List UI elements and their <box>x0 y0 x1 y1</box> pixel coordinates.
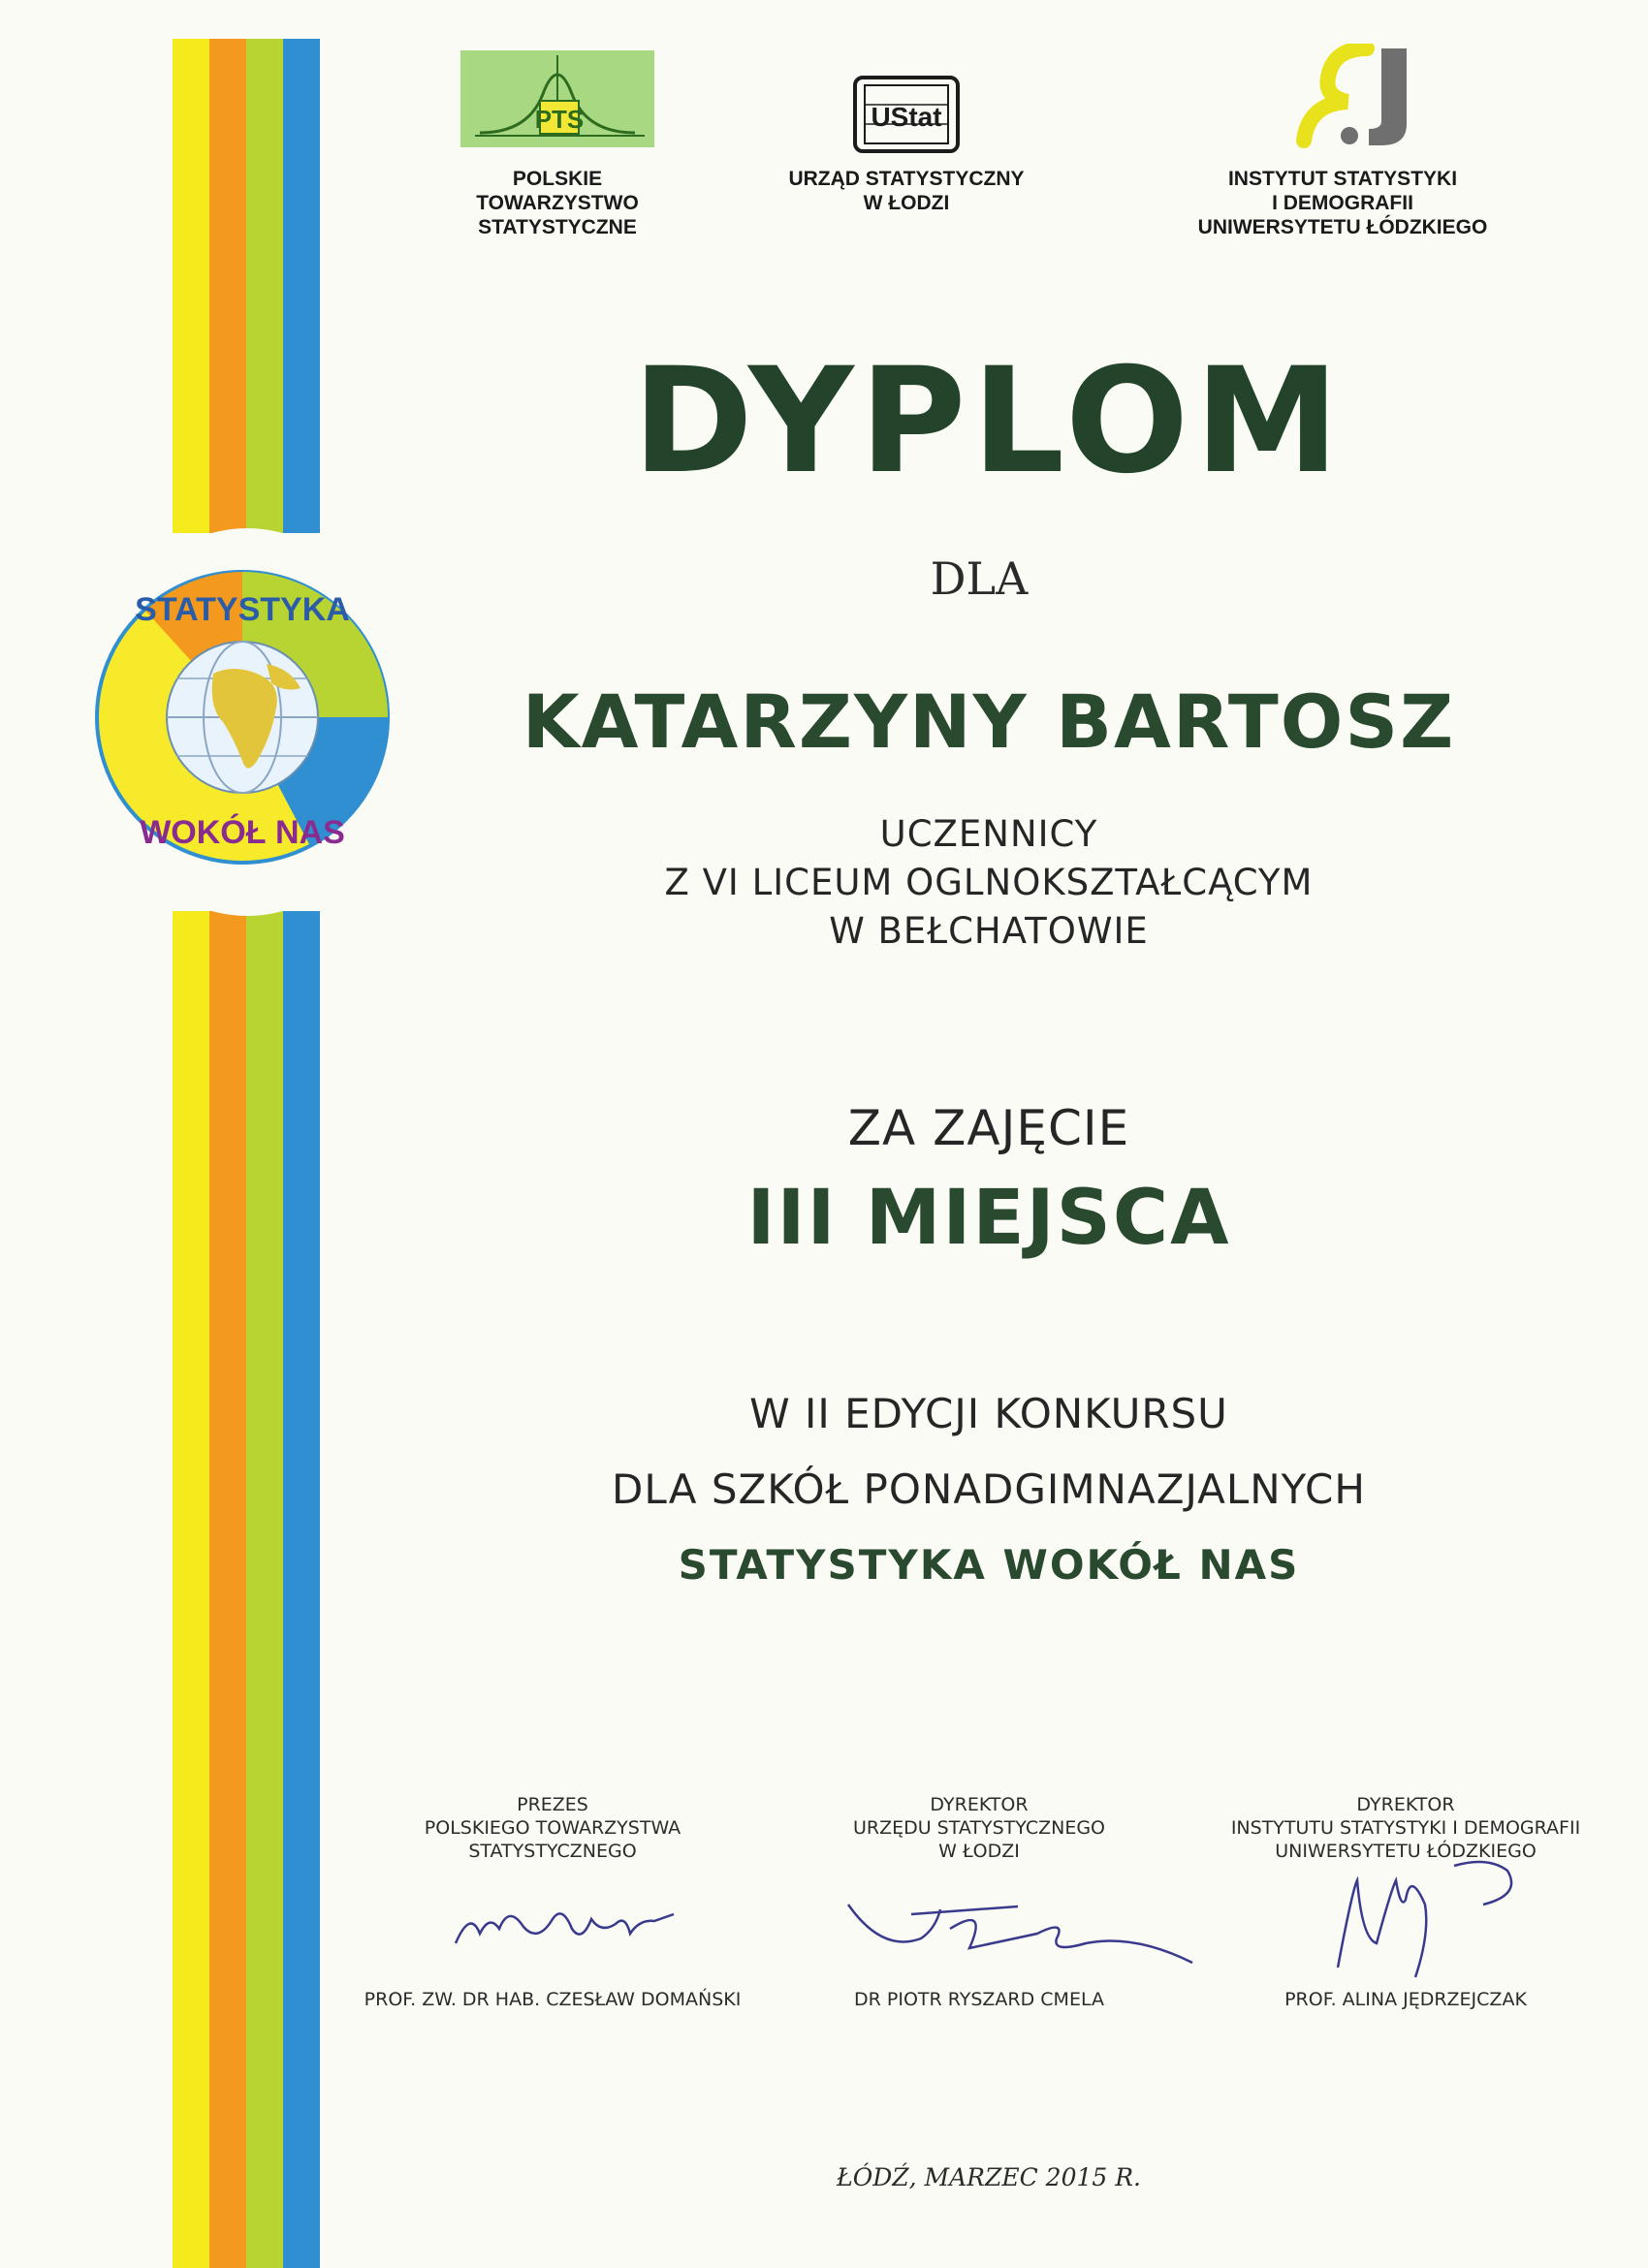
stripe-blue <box>283 911 320 2268</box>
contest-badge <box>87 528 407 916</box>
place-date: ŁÓDŹ, MARZEC 2015 R. <box>836 2163 1142 2191</box>
stripe-green <box>246 911 283 2268</box>
pts-logo <box>460 50 654 147</box>
pts-label-line: POLSKIE <box>512 168 603 190</box>
contest-name: STATYSTYKA WOKÓŁ NAS <box>678 1541 1300 1589</box>
signature-1-name: PROF. ZW. DR HAB. CZESŁAW DOMAŃSKI <box>364 1989 742 2010</box>
ustat-label-line: W ŁODZI <box>863 192 950 214</box>
badge-top-text: STATYSTYKA <box>135 591 350 628</box>
signature-3-name: PROF. ALINA JĘDRZEJCZAK <box>1284 1989 1527 2010</box>
signature-role-line: INSTYTUTU STATYSTYKI I DEMOGRAFII <box>1230 1817 1581 1839</box>
signature-3 <box>1318 1851 1541 1987</box>
globe-badge-icon <box>87 528 407 916</box>
stripe-blue <box>283 39 320 533</box>
isd-logo <box>1289 44 1435 150</box>
signature-role-line: POLSKIEGO TOWARZYSTWA <box>424 1817 681 1839</box>
signature-role-line: URZĘDU STATYSTYCZNEGO <box>852 1817 1106 1839</box>
stripe-green <box>246 39 283 533</box>
ustat-logo-icon <box>853 76 960 153</box>
description-line: UCZENNICY <box>879 813 1098 855</box>
description-line: W BEŁCHATOWIE <box>829 910 1149 952</box>
isd-label <box>1125 167 1561 239</box>
pts-label-line: STATYSTYCZNE <box>478 216 637 238</box>
recipient-name: KATARZYNY BARTOSZ <box>522 678 1456 765</box>
award-place: III MIEJSCA <box>746 1175 1231 1262</box>
stripe-yellow <box>173 911 209 2268</box>
stripe-yellow <box>173 39 209 533</box>
signature-role-line: DYREKTOR <box>1356 1794 1455 1815</box>
ustat-label <box>746 167 1066 215</box>
signature-block-2-role <box>785 1793 1173 1863</box>
ustat-mark-text: UStat <box>871 102 942 132</box>
contest-description <box>436 1376 1541 1528</box>
signature-role-line: STATYSTYCZNEGO <box>468 1841 637 1862</box>
for-label: DLA <box>930 552 1029 605</box>
pts-label <box>388 167 727 239</box>
stripe-orange <box>209 39 246 533</box>
signature-role-line: W ŁODZI <box>938 1841 1020 1862</box>
signature-role-line: PREZES <box>517 1794 588 1815</box>
isd-label-line: I DEMOGRAFII <box>1272 192 1413 214</box>
recipient-description <box>465 810 1512 956</box>
description-line: Z VI LICEUM OGLNOKSZTAŁCĄCYM <box>664 862 1314 903</box>
award-intro: ZA ZAJĘCIE <box>847 1100 1130 1156</box>
stripe-orange <box>209 911 246 2268</box>
pts-mark-text: PTS <box>534 105 585 134</box>
signature-1 <box>446 1900 698 1958</box>
signature-2-name: DR PIOTR RYSZARD CMELA <box>854 1989 1104 2010</box>
pts-label-line: TOWARZYSTWO <box>476 192 639 214</box>
contest-line: W II EDYCJI KONKURSU <box>749 1390 1228 1437</box>
ustat-label-line: URZĄD STATYSTYCZNY <box>788 168 1025 190</box>
isd-label-line: INSTYTUT STATYSTYKI <box>1227 168 1458 190</box>
signature-block-1-role <box>359 1793 746 1863</box>
diploma-title: DYPLOM <box>632 337 1346 506</box>
signature-role-line: UNIWERSYTETU ŁÓDZKIEGO <box>1275 1841 1537 1862</box>
badge-bottom-text: WOKÓŁ NAS <box>140 814 345 851</box>
signature-2 <box>843 1895 1212 1982</box>
isd-label-line: UNIWERSYTETU ŁÓDZKIEGO <box>1197 216 1488 238</box>
contest-line: DLA SZKÓŁ PONADGIMNAZJALNYCH <box>612 1465 1366 1513</box>
signature-role-line: DYREKTOR <box>930 1794 1029 1815</box>
pts-logo-icon <box>460 50 654 147</box>
isd-logo-icon <box>1289 44 1435 150</box>
ustat-logo <box>853 76 960 153</box>
